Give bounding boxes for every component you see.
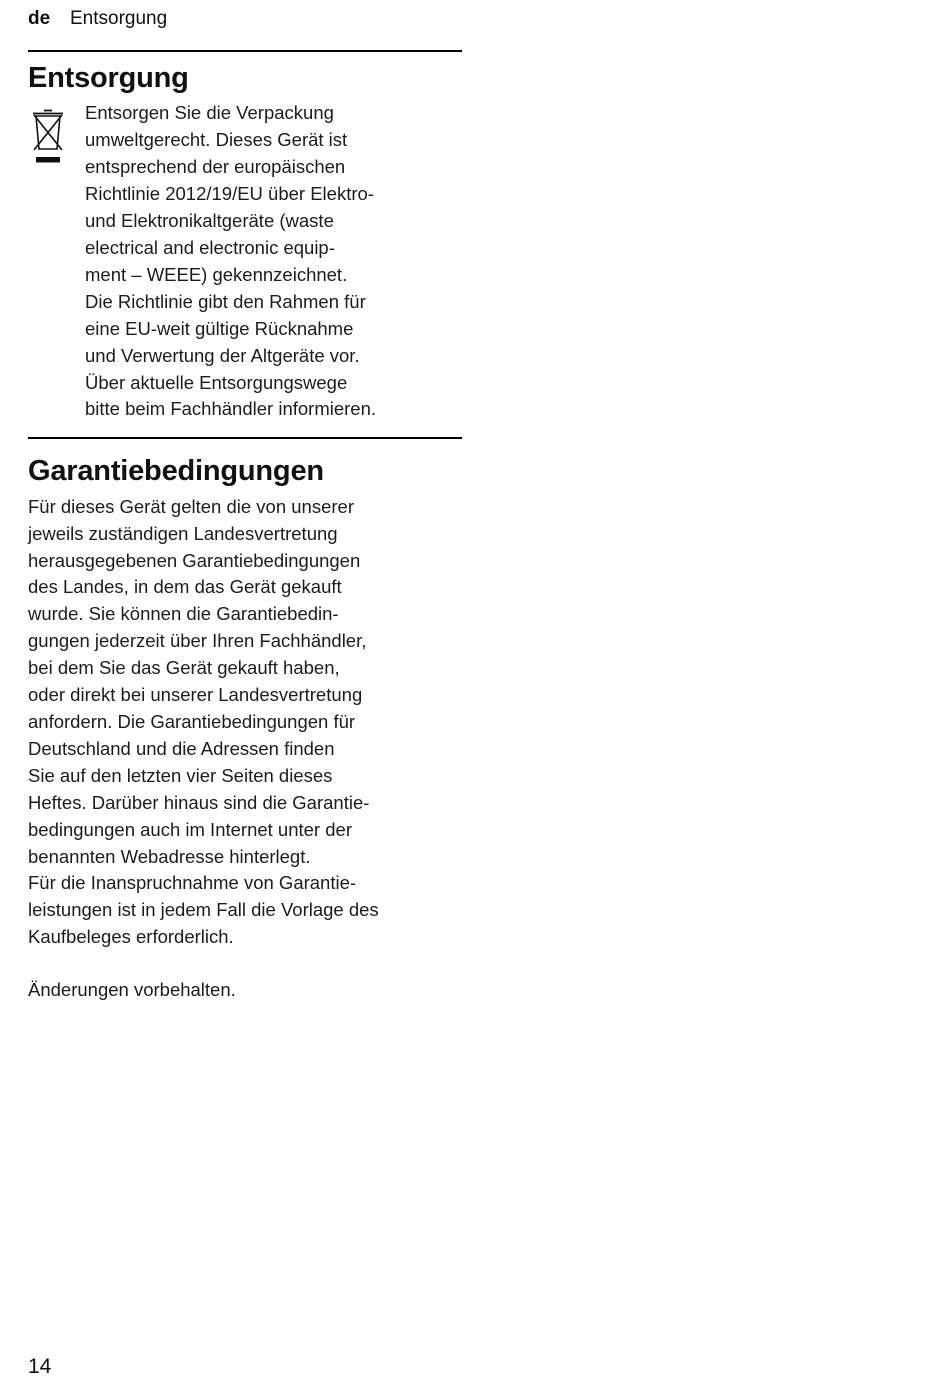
closing-note: Änderungen vorbehalten. xyxy=(28,979,236,1001)
warranty-line: oder direkt bei unserer Landesvertretung xyxy=(28,684,363,706)
disposal-line: Über aktuelle Entsorgungswege xyxy=(85,371,348,393)
warranty-line: Für die Inanspruchnahme von Garantie- xyxy=(28,872,357,894)
disposal-line: und Elektronikaltgeräte (waste xyxy=(85,210,334,232)
warranty-line: des Landes, in dem das Gerät gekauft xyxy=(28,576,342,598)
section-heading-garantiebedingungen: Garantiebedingungen xyxy=(28,455,324,488)
warranty-line: leistungen ist in jedem Fall die Vorlage des xyxy=(28,899,379,921)
section-rule-top xyxy=(28,50,462,52)
running-head-language: de xyxy=(28,8,51,29)
warranty-line: Für dieses Gerät gelten die von unserer xyxy=(28,495,354,517)
crossed-out-wheeled-bin-icon xyxy=(28,107,68,169)
warranty-line: bedingungen auch im Internet unter der xyxy=(28,818,352,840)
warranty-line: anfordern. Die Garantiebedingungen für xyxy=(28,711,356,732)
disposal-line: Richtlinie 2012/19/EU über Elektro- xyxy=(85,183,374,205)
warranty-line: Kaufbeleges erforderlich. xyxy=(28,926,234,948)
warranty-line: wurde. Sie können die Garantiebedin- xyxy=(28,603,339,625)
running-head xyxy=(28,8,468,30)
section-heading-entsorgung: Entsorgung xyxy=(28,62,189,94)
warranty-line: Deutschland und die Adressen finden xyxy=(28,737,335,759)
disposal-line: Die Richtlinie gibt den Rahmen für xyxy=(85,290,366,312)
disposal-block xyxy=(28,100,462,423)
text-column xyxy=(28,50,462,1004)
page-number: 14 xyxy=(28,1355,52,1378)
warranty-paragraph xyxy=(28,494,462,1004)
warranty-line: Sie auf den letzten vier Seiten dieses xyxy=(28,764,333,786)
warranty-line: bei dem Sie das Gerät gekauft haben, xyxy=(28,657,340,679)
disposal-paragraph xyxy=(85,100,462,423)
disposal-line: entsprechend der europäischen xyxy=(85,156,346,178)
disposal-line: umweltgerecht. Dieses Gerät ist xyxy=(85,129,348,151)
warranty-line: gungen jederzeit über Ihren Fachhändler, xyxy=(28,630,367,652)
warranty-line: Heftes. Darüber hinaus sind die Garantie- xyxy=(28,791,370,813)
disposal-line: bitte beim Fachhändler informieren. xyxy=(85,398,377,420)
paragraph-spacer xyxy=(28,951,462,977)
section-rule-middle xyxy=(28,437,462,439)
warranty-line: benannten Webadresse hinterlegt. xyxy=(28,845,311,867)
disposal-line: eine EU-weit gültige Rücknahme xyxy=(85,317,354,339)
running-head-title: Entsorgung xyxy=(70,8,168,29)
warranty-line: herausgegebenen Garantiebedingungen xyxy=(28,549,361,571)
warranty-block xyxy=(28,456,462,1004)
disposal-line: ment – WEEE) gekennzeichnet. xyxy=(85,263,348,285)
disposal-line: und Verwertung der Altgeräte vor. xyxy=(85,344,360,366)
disposal-line: electrical and electronic equip- xyxy=(85,236,335,258)
disposal-line: Entsorgen Sie die Verpackung xyxy=(85,102,334,124)
warranty-line: jeweils zuständigen Landesvertretung xyxy=(28,522,338,544)
